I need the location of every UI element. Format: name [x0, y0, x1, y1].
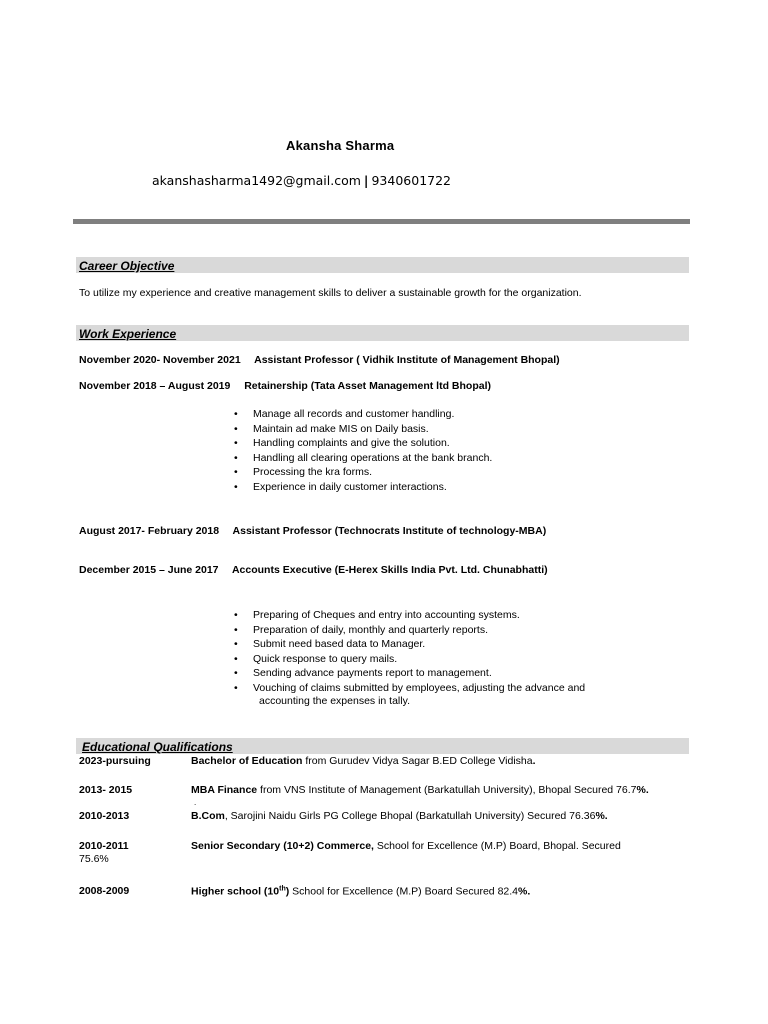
education-degree: Bachelor of Education: [191, 755, 303, 767]
education-institution: from VNS Institute of Management (Barkatullah University), Bhopal Secured 76.7: [257, 784, 637, 796]
candidate-name: Akansha Sharma: [286, 138, 395, 153]
job-role: Accounts Executive (E-Herex Skills India Pvt. Ltd. Chunabhatti): [231, 564, 548, 576]
job-period: November 2018 – August 2019: [79, 380, 231, 392]
education-year: 2010-2011: [79, 840, 129, 852]
list-item: • Submit need based data to Manager.: [234, 637, 585, 652]
education-detail: [191, 784, 649, 796]
education-header: [76, 738, 689, 754]
education-title: Educational Qualifications: [82, 740, 233, 754]
list-item: • Vouching of claims submitted by employees, adjusting the advance and: [234, 681, 585, 696]
list-item: • Maintain ad make MIS on Daily basis.: [234, 422, 492, 437]
list-item: • Sending advance payments report to management.: [234, 666, 585, 681]
job-duties-list: [234, 407, 492, 495]
job-role: Assistant Professor ( Vidhik Institute of Management Bhopal): [254, 354, 560, 366]
list-item-continuation: accounting the expenses in tally.: [259, 695, 410, 707]
education-end: %.: [595, 810, 608, 822]
job-entry: [79, 354, 560, 366]
work-experience-title: Work Experience: [79, 327, 177, 341]
education-degree: MBA Finance: [191, 784, 258, 796]
career-objective-text: To utilize my experience and creative management skills to deliver a sustainable growth for the organization.: [79, 287, 582, 299]
education-institution: , Sarojini Naidu Girls PG College Bhopal (Barkatullah University) Secured 76.36: [224, 810, 596, 822]
email-text: akanshasharma1492@gmail.com: [152, 173, 361, 188]
work-experience-header: [76, 325, 689, 341]
list-item: • Handling complaints and give the solution.: [234, 436, 492, 451]
header-divider: [73, 219, 690, 224]
education-institution: from Gurudev Vidya Sagar B.ED College Vidisha: [302, 755, 533, 767]
education-year: 2008-2009: [79, 885, 130, 897]
job-role: Retainership (Tata Asset Management ltd Bhopal): [244, 380, 491, 392]
stray-mark: .: [194, 798, 197, 807]
list-item: • Processing the kra forms.: [234, 465, 492, 480]
education-year: 2010-2013: [79, 810, 130, 822]
job-entry: [79, 380, 491, 392]
education-end: %.: [636, 784, 649, 796]
education-detail: [191, 755, 536, 767]
education-degree: B.Com: [191, 810, 225, 822]
list-item: • Quick response to query mails.: [234, 652, 585, 667]
education-year: 2023-pursuing: [79, 755, 151, 767]
job-role: Assistant Professor (Technocrats Institute of technology-MBA): [232, 525, 547, 537]
education-detail: [191, 885, 530, 898]
education-detail: [191, 810, 608, 822]
education-institution: School for Excellence (M.P) Board, Bhopal. Secured: [373, 840, 621, 852]
education-year: 2013- 2015: [79, 784, 133, 796]
job-period: December 2015 – June 2017: [79, 564, 219, 576]
education-detail: [191, 840, 621, 852]
education-degree: Higher school (10: [191, 885, 280, 898]
education-degree-sup: th: [279, 885, 286, 892]
job-duties-list: [234, 608, 585, 696]
career-objective-title: Career Objective: [79, 259, 175, 273]
list-item: • Preparation of daily, monthly and quarterly reports.: [234, 623, 585, 638]
job-period: November 2020- November 2021: [79, 354, 241, 366]
job-period: August 2017- February 2018: [79, 525, 220, 537]
education-score: 75.6%: [79, 853, 109, 865]
education-degree-close: ): [285, 885, 290, 898]
job-entry: [79, 564, 548, 576]
phone-text: 9340601722: [371, 173, 452, 188]
list-item: • Experience in daily customer interactions.: [234, 480, 492, 495]
contact-separator: |: [363, 173, 369, 188]
job-entry: [79, 525, 546, 537]
education-end: %.: [518, 885, 531, 898]
list-item: • Manage all records and customer handling.: [234, 407, 492, 422]
education-degree: Senior Secondary (10+2) Commerce,: [191, 840, 374, 852]
contact-line: [152, 173, 451, 188]
education-institution: School for Excellence (M.P) Board Secured 82.4: [289, 885, 518, 898]
list-item: • Preparing of Cheques and entry into accounting systems.: [234, 608, 585, 623]
list-item: • Handling all clearing operations at the bank branch.: [234, 451, 492, 466]
education-end: .: [532, 755, 536, 767]
career-objective-header: [76, 257, 689, 273]
